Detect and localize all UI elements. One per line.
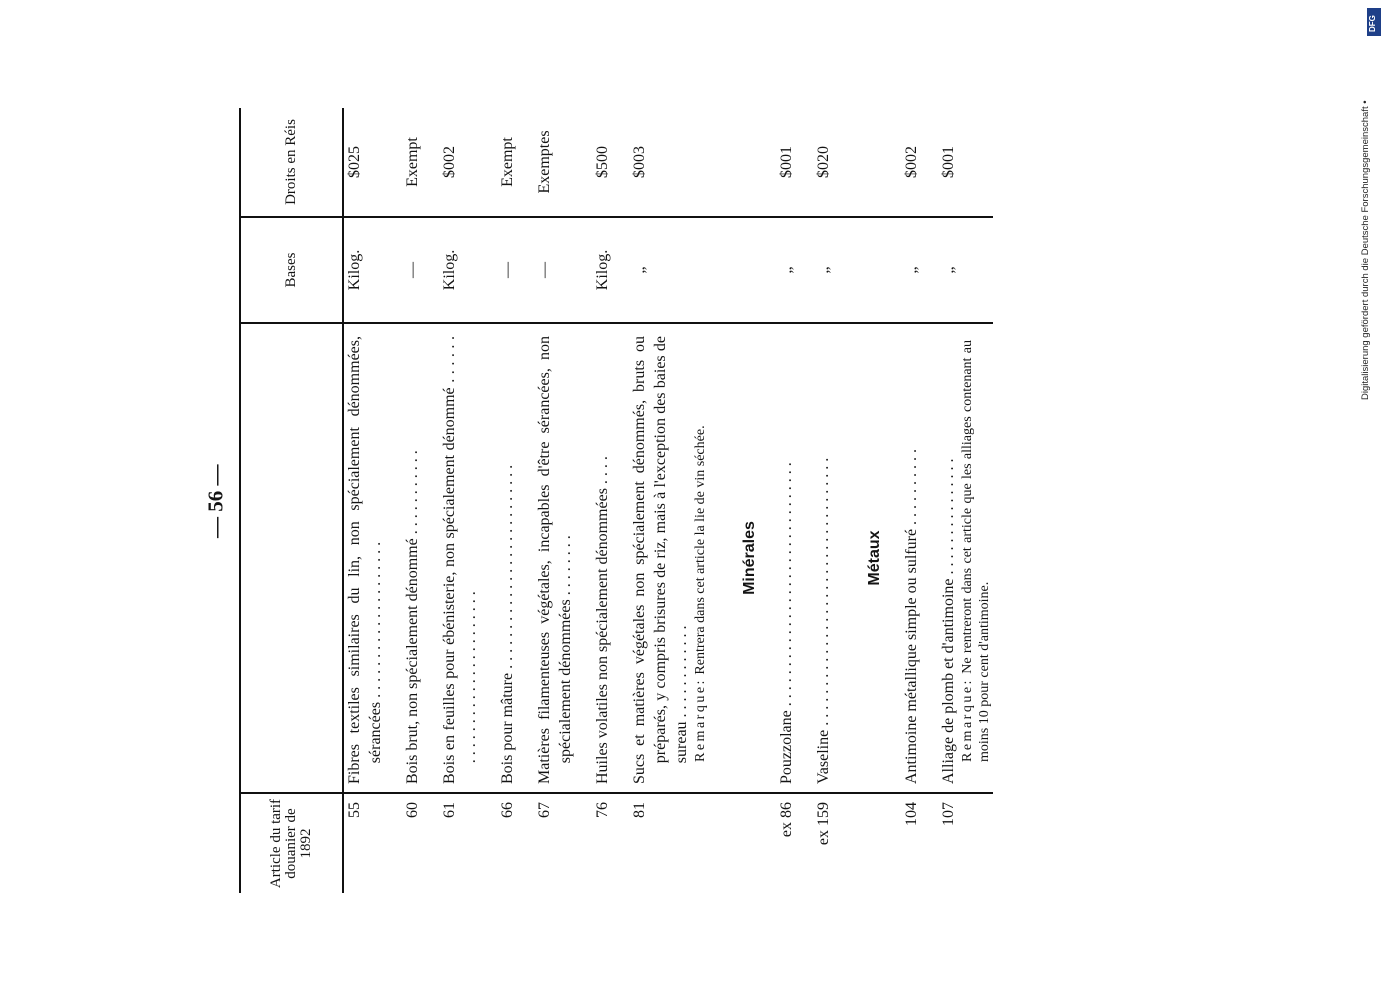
description-text: Alliage de plomb et d'antimoine . . . . . . . . . . . . . . . <box>940 458 957 784</box>
bases-value: „ <box>776 217 797 323</box>
row-spacer <box>423 108 439 893</box>
article-number: 55 <box>346 802 363 818</box>
spacer-cell <box>922 217 938 323</box>
description-cell <box>497 323 518 793</box>
spacer-cell <box>386 323 402 793</box>
description-text: Matières filamenteuses végétales, incapables d'être sérancées, non spécialement dénommées . . . . . . . . <box>536 336 574 784</box>
row-spacer <box>613 108 629 893</box>
row-spacer <box>709 108 725 893</box>
description-text: Sucs et matières végétales non spécialement dénommés, bruts ou préparés, y compris brisures de riz, mais à l'exception des baies de sureau . . . . . . . . . . . . <box>631 336 690 784</box>
spacer-cell <box>922 793 938 893</box>
spacer-cell <box>613 793 629 893</box>
table-row <box>776 108 797 893</box>
description-text: Bois pour mâture . . . . . . . . . . . . . . . . . . . . . . . . . . <box>499 464 516 784</box>
article-number: 60 <box>404 802 421 818</box>
spacer-cell <box>576 217 592 323</box>
droits-value: Exempt <box>402 108 423 217</box>
droits-value: $003 <box>629 108 709 217</box>
bases-value: — <box>402 217 423 323</box>
spacer-cell <box>885 108 901 217</box>
section-title: Métaux <box>850 323 885 793</box>
row-spacer <box>386 108 402 893</box>
droits-value: $002 <box>439 108 481 217</box>
spacer-cell <box>386 217 402 323</box>
row-spacer <box>481 108 497 893</box>
spacer-cell <box>518 217 534 323</box>
spacer-cell <box>885 217 901 323</box>
article-number: 76 <box>594 802 611 818</box>
bases-value: Kilog. <box>592 217 613 323</box>
description-cell <box>343 323 386 793</box>
description-cell <box>629 323 709 793</box>
remark-note <box>959 336 993 784</box>
spacer-cell <box>481 217 497 323</box>
spacer-cell <box>797 217 813 323</box>
table-body <box>343 108 993 893</box>
section-row <box>850 108 885 893</box>
article-number: 104 <box>903 802 920 826</box>
spacer-cell <box>797 108 813 217</box>
spacer-cell <box>386 793 402 893</box>
spacer-cell <box>885 793 901 893</box>
table-row <box>497 108 518 893</box>
section-bases-cell <box>725 217 760 323</box>
spacer-cell <box>922 323 938 793</box>
description-text: Huiles volatiles non spécialement dénommées . . . . <box>594 456 611 784</box>
row-spacer <box>834 108 850 893</box>
droits-value: $020 <box>813 108 834 217</box>
description-text: Bois brut, non spécialement dénommé . . . . . . . . . . . <box>404 450 421 784</box>
article-number: 107 <box>940 802 957 826</box>
spacer-cell <box>423 108 439 217</box>
bases-value: „ <box>938 217 993 323</box>
spacer-cell <box>481 323 497 793</box>
droits-value: Exempt <box>497 108 518 217</box>
spacer-cell <box>423 217 439 323</box>
spacer-cell <box>613 217 629 323</box>
droits-value: $025 <box>343 108 386 217</box>
spacer-cell <box>576 793 592 893</box>
section-row <box>725 108 760 893</box>
spacer-cell <box>797 323 813 793</box>
spacer-cell <box>709 323 725 793</box>
row-spacer <box>797 108 813 893</box>
spacer-cell <box>386 108 402 217</box>
droits-value: Exemptes <box>534 108 576 217</box>
spacer-cell <box>797 793 813 893</box>
description-text: Vaseline . . . . . . . . . . . . . . . . . . . . . . . . . . . . . . . . . . <box>815 457 832 784</box>
spacer-cell <box>834 108 850 217</box>
page-number: — 56 — <box>203 464 228 538</box>
description-cell <box>901 323 922 793</box>
droits-value: $001 <box>776 108 797 217</box>
table-row <box>439 108 481 893</box>
description-cell <box>938 323 993 793</box>
spacer-cell <box>709 793 725 893</box>
spacer-cell <box>423 323 439 793</box>
remark-note <box>692 336 709 784</box>
spacer-cell <box>760 793 776 893</box>
spacer-cell <box>576 108 592 217</box>
row-spacer <box>922 108 938 893</box>
table-row <box>534 108 576 893</box>
spacer-cell <box>613 108 629 217</box>
article-number: 67 <box>536 802 553 818</box>
header-droits: Droits en Réis <box>240 108 343 217</box>
remark-text: Ne rentreront dans cet article que les alliages contenant au moins 10 pour cent d'antimoine. <box>960 340 992 762</box>
row-spacer <box>576 108 592 893</box>
description-text: Pouzzolane . . . . . . . . . . . . . . . . . . . . . . . . . . . . . . . <box>778 462 795 784</box>
digitization-note <box>1360 10 1376 400</box>
section-article-cell <box>725 793 760 893</box>
header-article: Article du tarif douanier de 1892 <box>240 793 343 893</box>
bases-value: Kilog. <box>343 217 386 323</box>
spacer-cell <box>481 793 497 893</box>
spacer-cell <box>834 217 850 323</box>
description-cell <box>776 323 797 793</box>
table-header-row <box>240 108 343 893</box>
spacer-cell <box>709 217 725 323</box>
spacer-cell <box>423 793 439 893</box>
remark-label: Remarque: <box>693 678 708 762</box>
section-article-cell <box>850 793 885 893</box>
tariff-table-rotated <box>239 108 1144 893</box>
row-spacer <box>760 108 776 893</box>
section-bases-cell <box>850 217 885 323</box>
description-text: Antimoine métallique simple ou sulfuré . . . . . . . . . . <box>903 448 920 784</box>
description-text: Bois en feuilles pour ébénisterie, non spécialement dénommé . . . . . . . . . . . . . . . . . . . . . . . . . . . . <box>441 336 479 784</box>
remark-text: Rentrera dans cet article la lie de vin séchée. <box>693 425 708 675</box>
dfg-logo: DFG <box>1367 8 1381 36</box>
section-droits-cell <box>725 108 760 217</box>
spacer-cell <box>613 323 629 793</box>
table-row <box>629 108 709 893</box>
table-row <box>592 108 613 893</box>
spacer-cell <box>576 323 592 793</box>
section-droits-cell <box>850 108 885 217</box>
spacer-cell <box>760 217 776 323</box>
spacer-cell <box>760 323 776 793</box>
remark-label: Remarque: <box>960 678 975 762</box>
bases-value: — <box>534 217 576 323</box>
row-spacer <box>885 108 901 893</box>
header-description <box>240 323 343 793</box>
bases-value: — <box>497 217 518 323</box>
droits-value: $002 <box>901 108 922 217</box>
remark-space <box>693 675 708 679</box>
bases-value: Kilog. <box>439 217 481 323</box>
spacer-cell <box>518 793 534 893</box>
tariff-table-frame <box>239 108 1144 893</box>
spacer-cell <box>834 323 850 793</box>
spacer-cell <box>885 323 901 793</box>
article-number: 81 <box>631 802 648 818</box>
description-cell <box>439 323 481 793</box>
spacer-cell <box>760 108 776 217</box>
spacer-cell <box>481 108 497 217</box>
row-spacer <box>518 108 534 893</box>
tariff-table <box>239 108 993 893</box>
article-number: ex 86 <box>778 802 795 838</box>
article-number: 61 <box>441 802 458 818</box>
spacer-cell <box>709 108 725 217</box>
table-row <box>813 108 834 893</box>
droits-value: $001 <box>938 108 993 217</box>
droits-value: $500 <box>592 108 613 217</box>
bases-value: „ <box>629 217 709 323</box>
table-row <box>938 108 993 893</box>
spacer-cell <box>922 108 938 217</box>
description-cell <box>534 323 576 793</box>
description-cell <box>592 323 613 793</box>
header-bases: Bases <box>240 217 343 323</box>
remark-space <box>960 674 975 678</box>
bases-value: „ <box>813 217 834 323</box>
spacer-cell <box>518 108 534 217</box>
description-text: Fibres textiles similaires du lin, non spécialement dénommées, sérancées . . . . . . . . . . . . . . . . . . . . <box>346 336 384 784</box>
digitization-note-text: Digitalisierung gefördert durch die Deutsche Forschungsgemeinschaft • <box>1360 100 1371 400</box>
table-row <box>402 108 423 893</box>
section-title: Minérales <box>725 323 760 793</box>
article-number: 66 <box>499 802 516 818</box>
article-number: ex 159 <box>815 802 832 846</box>
bases-value: „ <box>901 217 922 323</box>
table-row <box>901 108 922 893</box>
spacer-cell <box>518 323 534 793</box>
table-row <box>343 108 386 893</box>
spacer-cell <box>834 793 850 893</box>
description-cell <box>813 323 834 793</box>
description-cell <box>402 323 423 793</box>
